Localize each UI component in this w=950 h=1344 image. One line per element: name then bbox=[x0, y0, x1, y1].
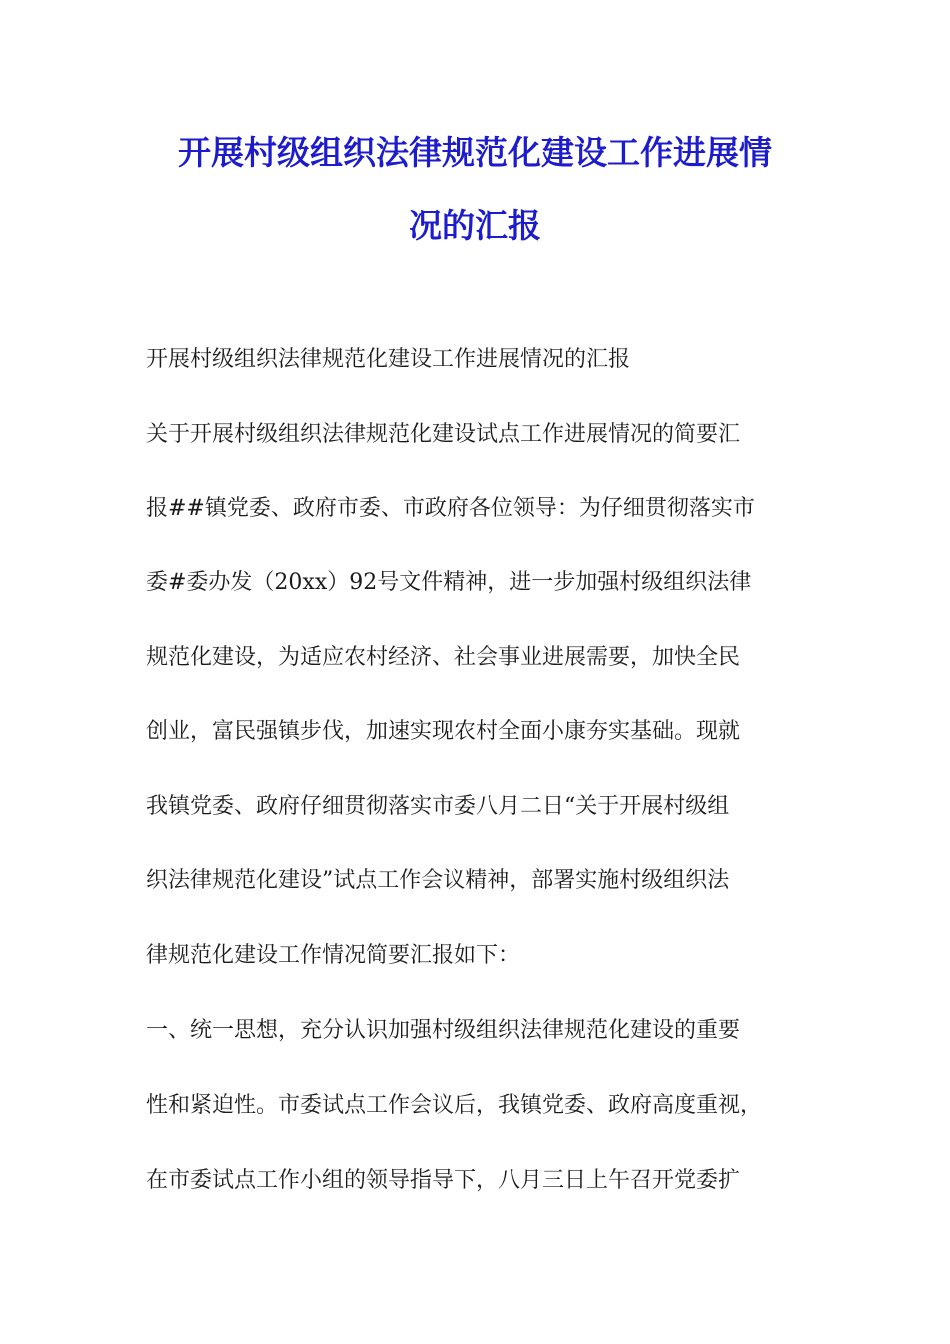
body-line-3: 报##镇党委、政府市委、市政府各位领导：为仔细贯彻落实市 bbox=[146, 496, 755, 521]
body-line-7: 我镇党委、政府仔细贯彻落实市委八月二日“关于开展村级组 bbox=[146, 794, 730, 819]
body-line-1: 开展村级组织法律规范化建设工作进展情况的汇报 bbox=[146, 347, 631, 372]
body-line-10: 一、统一思想，充分认识加强村级组织法律规范化建设的重要 bbox=[146, 1018, 741, 1043]
body-line-12: 在市委试点工作小组的领导指导下，八月三日上午召开党委扩 bbox=[146, 1168, 741, 1193]
body-line-2: 关于开展村级组织法律规范化建设试点工作进展情况的简要汇 bbox=[146, 422, 741, 447]
document-title-line-1: 开展村级组织法律规范化建设工作进展情 bbox=[178, 133, 772, 172]
body-line-5: 规范化建设，为适应农村经济、社会事业进展需要，加快全民 bbox=[146, 645, 741, 670]
body-line-4: 委#委办发（20xx）92号文件精神，进一步加强村级组织法律 bbox=[146, 570, 752, 595]
document-title-line-2: 况的汇报 bbox=[409, 206, 541, 245]
body-line-9: 律规范化建设工作情况简要汇报如下： bbox=[146, 943, 521, 968]
body-line-6: 创业，富民强镇步伐，加速实现农村全面小康夯实基础。现就 bbox=[146, 719, 741, 744]
body-line-8: 织法律规范化建设”试点工作会议精神，部署实施村级组织法 bbox=[146, 868, 730, 893]
body-line-11: 性和紧迫性。市委试点工作会议后，我镇党委、政府高度重视， bbox=[146, 1093, 763, 1118]
